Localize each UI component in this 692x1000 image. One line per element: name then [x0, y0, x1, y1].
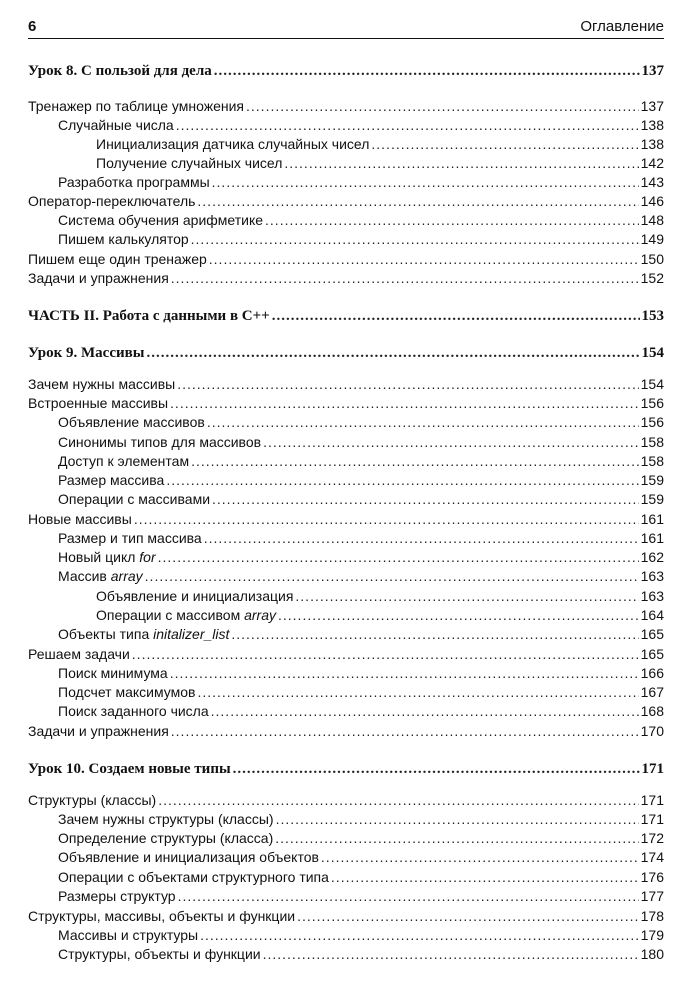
toc-entry[interactable] [28, 809, 664, 829]
toc-entry-title: Операции с массивом array [96, 607, 276, 623]
dot-leader [171, 268, 639, 288]
toc-page-number: 153 [641, 308, 664, 324]
toc-entry[interactable] [28, 847, 664, 867]
toc-entry[interactable] [28, 790, 664, 810]
toc-entry[interactable] [28, 489, 664, 509]
toc-entry[interactable] [28, 925, 664, 945]
toc-page-number: 168 [640, 703, 664, 719]
toc-page-number: 172 [640, 830, 664, 846]
toc-entry-title: Разработка программы [58, 174, 210, 190]
dot-leader [331, 867, 639, 887]
toc-entry[interactable] [28, 682, 664, 702]
toc-page-number: 146 [640, 193, 664, 209]
toc-entry-title: Задачи и упражнения [28, 270, 169, 286]
toc-entry[interactable] [28, 721, 664, 741]
toc-entry[interactable] [28, 470, 664, 490]
dot-leader [272, 306, 640, 326]
dot-leader [231, 624, 638, 644]
toc-chapter-entry[interactable] [28, 759, 664, 779]
dot-leader [204, 528, 639, 548]
toc-entry[interactable] [28, 210, 664, 230]
toc-page-number: 162 [640, 549, 664, 565]
toc-entry[interactable] [28, 153, 664, 173]
toc-entry-title: Размер и тип массива [58, 530, 202, 546]
toc-entry-title: Задачи и упражнения [28, 723, 169, 739]
toc-entry-title: Операции с массивами [58, 491, 211, 507]
toc-page-number: 137 [640, 98, 664, 114]
toc-page-number: 161 [640, 511, 664, 527]
toc-entry-title: Система обучения арифметике [58, 212, 264, 228]
dot-leader [214, 61, 640, 81]
toc-entry[interactable] [28, 172, 664, 192]
toc-page-number: 171 [641, 761, 664, 777]
dot-leader [371, 134, 638, 154]
dot-leader [263, 432, 639, 452]
page-number: 6 [28, 18, 37, 35]
toc-entry-title: Структуры (классы) [28, 792, 157, 808]
toc-entry[interactable] [28, 944, 664, 964]
toc-entry-title: Получение случайных чисел [96, 155, 283, 171]
toc-page-number: 138 [640, 136, 664, 152]
toc-page-number: 148 [640, 212, 664, 228]
dot-leader [209, 249, 639, 269]
toc-page-number: 167 [640, 684, 664, 700]
toc-entry[interactable] [28, 134, 664, 154]
toc-page-number: 152 [640, 270, 664, 286]
dot-leader [197, 682, 638, 702]
dot-leader [246, 96, 639, 116]
toc-page-number: 156 [640, 395, 664, 411]
toc-entry[interactable] [28, 605, 664, 625]
toc-entry-title: Структуры, объекты и функции [58, 946, 261, 962]
toc-page-number: 158 [640, 434, 664, 450]
dot-leader [275, 828, 638, 848]
toc-entry-title: Объявление массивов [58, 414, 205, 430]
toc-page-number: 165 [640, 646, 664, 662]
toc-page-number: 171 [640, 792, 664, 808]
toc-entry[interactable] [28, 115, 664, 135]
dot-leader [178, 886, 639, 906]
toc-entry[interactable] [28, 509, 664, 529]
toc-page-number: 156 [640, 414, 664, 430]
toc-entry[interactable] [28, 644, 664, 664]
dot-leader [146, 343, 639, 363]
dot-leader [233, 759, 640, 779]
toc-entry[interactable] [28, 547, 664, 567]
toc-entry-title: Тренажер по таблице умножения [28, 98, 245, 114]
dot-leader [158, 547, 639, 567]
toc-entry[interactable] [28, 528, 664, 548]
toc-page-number: 179 [640, 927, 664, 943]
toc-entry-title: Объявление и инициализация [96, 588, 294, 604]
toc-page-number: 159 [640, 491, 664, 507]
toc-entry-title: Массивы и структуры [58, 927, 199, 943]
toc-entry-title: Массив array [58, 568, 143, 584]
toc-entry-title: Зачем нужны массивы [28, 376, 176, 392]
dot-leader [263, 944, 639, 964]
dot-leader [278, 605, 639, 625]
toc-page-number: 163 [640, 568, 664, 584]
toc-entry[interactable] [28, 586, 664, 606]
toc-page-number: 138 [640, 117, 664, 133]
dot-leader [200, 925, 639, 945]
dot-leader [166, 470, 638, 490]
dot-leader [134, 509, 639, 529]
toc-entry-title: Зачем нужны структуры (классы) [58, 811, 274, 827]
toc-chapter-entry[interactable] [28, 61, 664, 81]
dot-leader [158, 790, 638, 810]
dot-leader [191, 229, 639, 249]
toc-entry-title: ЧАСТЬ II. Работа с данными в C++ [28, 308, 270, 324]
toc-entry[interactable] [28, 249, 664, 269]
toc-entry[interactable] [28, 393, 664, 413]
toc-entry-title: Урок 9. Массивы [28, 345, 145, 361]
dot-leader [321, 847, 639, 867]
toc-page-number: 163 [640, 588, 664, 604]
toc-entry-title: Пишем еще один тренажер [28, 251, 207, 267]
dot-leader [191, 451, 639, 471]
toc-entry-title: Определение структуры (класса) [58, 830, 274, 846]
toc-entry[interactable] [28, 191, 664, 211]
toc-entry-title: Новые массивы [28, 511, 132, 527]
toc-entry[interactable] [28, 96, 664, 116]
dot-leader [211, 701, 639, 721]
toc-page-number: 137 [641, 63, 664, 79]
toc-entry[interactable] [28, 268, 664, 288]
toc-entry-title: Решаем задачи [28, 646, 130, 662]
toc-page-number: 166 [640, 665, 664, 681]
dot-leader [145, 566, 639, 586]
toc-entry-title: Размер массива [58, 472, 165, 488]
toc-page-number: 154 [641, 345, 664, 361]
toc-page-number: 178 [640, 908, 664, 924]
toc-page-number: 164 [640, 607, 664, 623]
toc-entry[interactable] [28, 867, 664, 887]
dot-leader [170, 663, 639, 683]
toc-page-number: 158 [640, 453, 664, 469]
toc-entry-title: Урок 10. Создаем новые типы [28, 761, 231, 777]
toc-page-number: 150 [640, 251, 664, 267]
toc-chapter-entry[interactable] [28, 306, 664, 326]
toc-entry-title: Поиск минимума [58, 665, 168, 681]
dot-leader [170, 393, 639, 413]
dot-leader [212, 489, 639, 509]
toc-entry[interactable] [28, 906, 664, 926]
dot-leader [176, 115, 639, 135]
toc-entry-title: Подсчет максимумов [58, 684, 196, 700]
toc-page-number: 143 [640, 174, 664, 190]
toc-page-number: 165 [640, 626, 664, 642]
toc-entry[interactable] [28, 229, 664, 249]
dot-leader [132, 644, 639, 664]
toc-entry[interactable] [28, 886, 664, 906]
toc-entry[interactable] [28, 432, 664, 452]
dot-leader [177, 374, 638, 394]
toc-entry-title: Поиск заданного числа [58, 703, 209, 719]
dot-leader [265, 210, 639, 230]
toc-entry-title: Пишем калькулятор [58, 231, 189, 247]
page-header [28, 14, 664, 39]
toc-page-number: 176 [640, 869, 664, 885]
dot-leader [295, 586, 638, 606]
toc-chapter-entry[interactable] [28, 343, 664, 363]
dot-leader [171, 721, 639, 741]
toc-entry-title: Объекты типа initalizer_list [58, 626, 230, 642]
toc-entry[interactable] [28, 701, 664, 721]
toc-page-number: 174 [640, 849, 664, 865]
toc-page-number: 177 [640, 888, 664, 904]
toc-entry-title: Синонимы типов для массивов [58, 434, 262, 450]
toc-entry[interactable] [28, 663, 664, 683]
toc-entry[interactable] [28, 624, 664, 644]
dot-leader [284, 153, 638, 173]
dot-leader [276, 809, 639, 829]
toc-page-number: 149 [640, 231, 664, 247]
running-title: Оглавление [580, 18, 664, 35]
toc-entry-title: Оператор-переключатель [28, 193, 196, 209]
dot-leader [197, 191, 638, 211]
toc-entry-title: Размеры структур [58, 888, 176, 904]
toc-page-number: 154 [640, 376, 664, 392]
dot-leader [297, 906, 639, 926]
toc-entry[interactable] [28, 374, 664, 394]
toc-entry-title: Встроенные массивы [28, 395, 169, 411]
toc-page-number: 161 [640, 530, 664, 546]
toc-entry-title: Объявление и инициализация объектов [58, 849, 319, 865]
toc-entry[interactable] [28, 566, 664, 586]
dot-leader [207, 412, 639, 432]
toc-entry-title: Доступ к элементам [58, 453, 190, 469]
toc-entry-title: Структуры, массивы, объекты и функции [28, 908, 296, 924]
toc-page-number: 142 [640, 155, 664, 171]
toc-entry-title: Новый цикл for [58, 549, 156, 565]
toc-entry-title: Урок 8. С пользой для дела [28, 63, 212, 79]
toc-entry-title: Случайные числа [58, 117, 174, 133]
toc-entry-title: Операции с объектами структурного типа [58, 869, 329, 885]
dot-leader [212, 172, 639, 192]
toc-entry[interactable] [28, 451, 664, 471]
toc-page-number: 170 [640, 723, 664, 739]
toc-entry[interactable] [28, 828, 664, 848]
toc-entry-title: Инициализация датчика случайных чисел [96, 136, 370, 152]
toc-entry[interactable] [28, 412, 664, 432]
toc-page-number: 180 [640, 946, 664, 962]
toc-page-number: 171 [640, 811, 664, 827]
toc-page-number: 159 [640, 472, 664, 488]
